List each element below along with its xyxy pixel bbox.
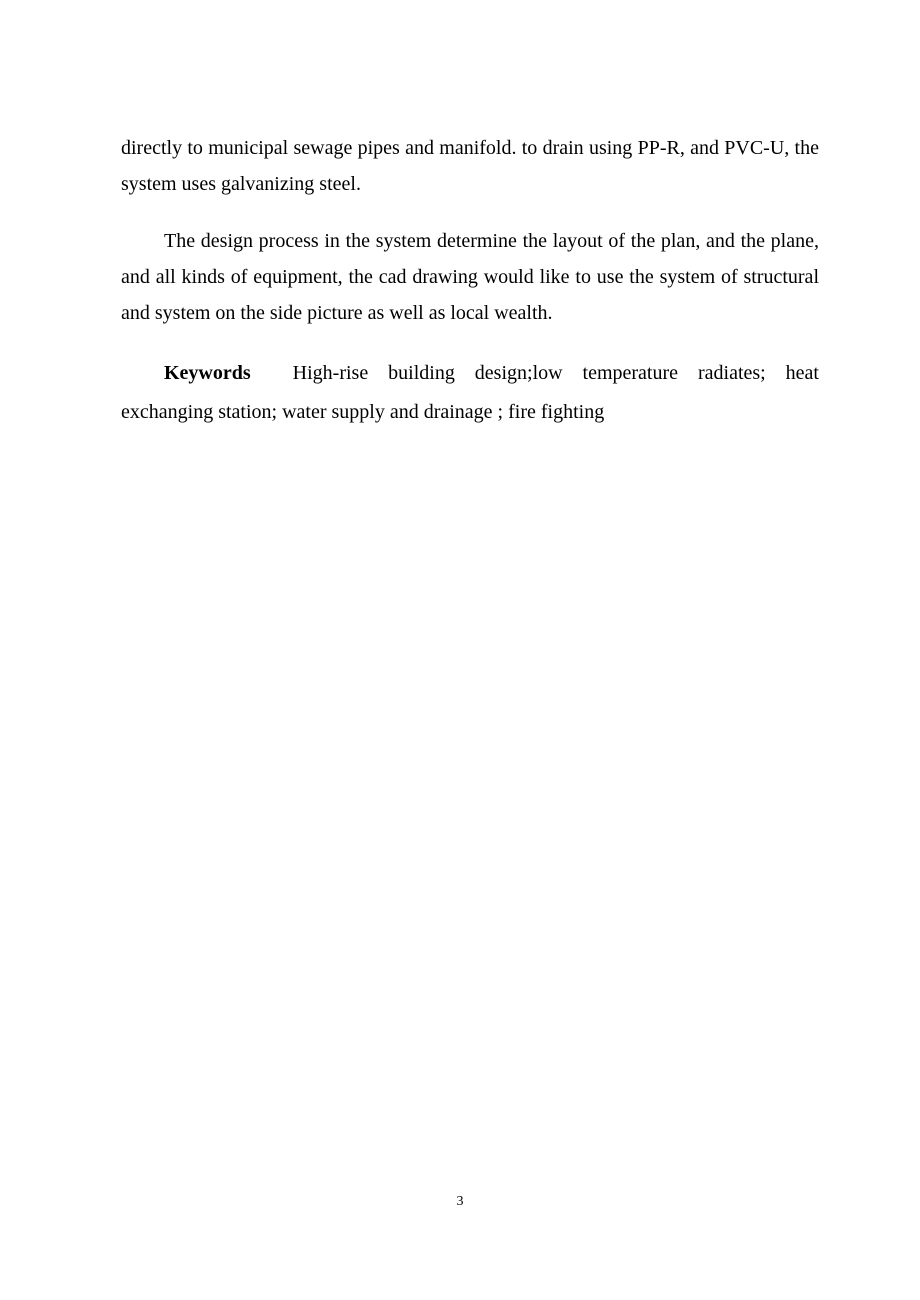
keywords-text: High-rise building design;low temperature radiates; heat exchanging station; water supply and drainage ; fire fighting <box>121 362 819 423</box>
keywords-label: Keywords <box>164 362 251 384</box>
abstract-paragraph-design-process: The design process in the system determine the layout of the plan, and the plane, and all kinds of equipment, the cad drawing would like to use the system of structural and system on the side picture as well as local wealth. <box>121 230 819 324</box>
page-number: 3 <box>456 1194 464 1209</box>
keywords-paragraph <box>121 354 819 432</box>
abstract-paragraph-continuation: directly to municipal sewage pipes and manifold. to drain using PP-R, and PVC-U, the system uses galvanizing steel. <box>121 137 819 195</box>
